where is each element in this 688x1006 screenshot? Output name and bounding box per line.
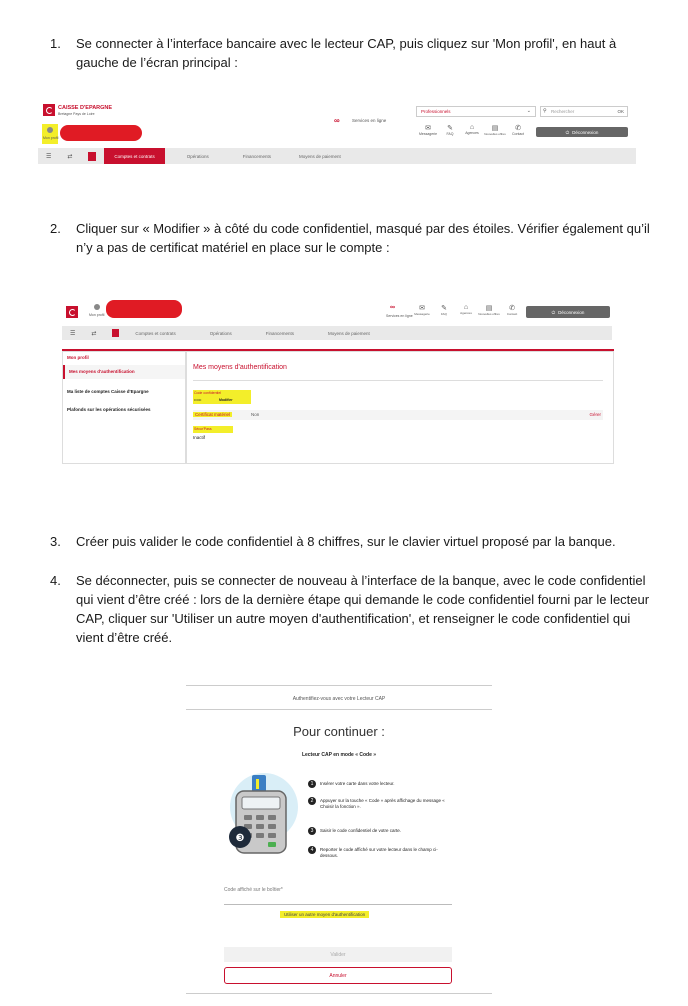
step-number: 2.: [50, 221, 61, 236]
step-text: Se connecter à l’interface bancaire avec le lecteur CAP, puis cliquez sur 'Mon profil', en haut à gauche de l’écran principal :: [76, 36, 617, 70]
nav-operations[interactable]: Opérations: [186, 153, 209, 159]
step-text: Se déconnecter, puis se connecter de nouveau à l’interface de la banque, avec le code confidentiel qui vient d’être créé : lors de la dernière étape qui demande le code confidentiel fourni par le lecteur CAP, cliquer sur 'Utiliser un autre moyen d'authentification', et renseigner le code confidentiel qui vient d’être créé.: [76, 573, 650, 645]
phone-value: Inactif: [193, 435, 206, 440]
sidebar-item-label: Mes moyens d'authentification: [69, 369, 135, 374]
code-field-label: Code affiché sur le boîtier*: [224, 887, 283, 893]
code-label: Code confidentiel: [194, 391, 222, 395]
step-number: 3.: [50, 534, 61, 549]
divider: [186, 993, 492, 994]
step-4: [50, 571, 650, 647]
phone-icon: ✆: [509, 305, 515, 312]
icon-label: FAQ: [446, 132, 454, 136]
services-icon: ∞: [334, 116, 340, 125]
cap-mode: Lecteur CAP en mode « Code »: [301, 752, 377, 758]
redacted-name: [106, 300, 182, 318]
phone-label: Sécur'Pass: [194, 427, 212, 431]
envelope-icon: ✉: [419, 305, 425, 312]
agences-button[interactable]: [462, 124, 482, 135]
chevron-down-icon: ⌄: [526, 108, 531, 114]
step-1: [50, 34, 650, 72]
menu-icon[interactable]: ☰: [70, 330, 76, 337]
icon-label: Contact: [506, 312, 518, 316]
phone-icon: ✆: [515, 125, 521, 132]
divider: [193, 380, 603, 381]
brand-subtitle: Bretagne Pays de Loire: [58, 112, 95, 116]
divider: [186, 685, 492, 686]
user-icon: [47, 127, 53, 133]
bank-logo-icon: [66, 306, 78, 318]
instruction-1: Insérer votre carte dans votre lecteur.: [320, 781, 395, 786]
faq-button[interactable]: [440, 124, 460, 136]
icon-label: Messagerie: [418, 132, 438, 136]
bank-logo-icon: [43, 104, 55, 116]
step-number: 4.: [50, 573, 61, 588]
divider: [186, 709, 492, 710]
validate-button[interactable]: Valider: [224, 947, 452, 962]
services-icon: ∞: [390, 304, 395, 311]
cert-action[interactable]: Gérer: [589, 412, 601, 417]
profile-sidebar: [62, 351, 186, 464]
main-nav: [62, 326, 612, 340]
brand-name: CAISSE D'EPARGNE: [58, 105, 113, 111]
icon-label: Nouvelles offres: [478, 312, 500, 316]
main-nav: [38, 148, 636, 164]
modify-link[interactable]: Modifier: [219, 398, 233, 402]
profile-label[interactable]: Mon profil: [89, 313, 105, 317]
select-value: Professionnels: [421, 109, 451, 114]
nav-comptes[interactable]: Comptes et contrats: [135, 330, 176, 336]
code-input[interactable]: [224, 897, 452, 905]
messagerie-button[interactable]: [412, 304, 432, 316]
search-input[interactable]: [540, 106, 628, 117]
pin-icon: ✎: [441, 305, 447, 312]
nav-comptes[interactable]: Comptes et contrats: [104, 148, 164, 164]
offres-button[interactable]: [478, 304, 500, 316]
screenshot-banking-home: [38, 98, 638, 170]
sidebar-item-limits[interactable]: Plafonds sur les opérations sécurisées: [67, 407, 151, 412]
cert-row: [193, 410, 603, 420]
cancel-button[interactable]: Annuler: [224, 967, 452, 984]
home-icon[interactable]: [88, 152, 96, 161]
screenshot-cap-auth: [186, 683, 492, 999]
screenshot-auth-settings: [62, 296, 614, 464]
services-label[interactable]: Services en ligne: [386, 314, 413, 318]
auth-title: Pour continuer :: [293, 724, 385, 739]
nav-paiement[interactable]: Moyens de paiement: [298, 153, 341, 159]
instruction-2: Appuyer sur la touche « Code » après affichage du message « Choisir la fonction ».: [320, 798, 445, 809]
instruction-4: Reporter le code affiché sur votre lecteur dans le champ ci-dessous.: [320, 847, 438, 858]
agences-button[interactable]: [456, 304, 476, 315]
other-method-link[interactable]: Utiliser un autre moyen d'authentification: [280, 911, 369, 918]
building-icon: ⌂: [463, 304, 469, 311]
search-ok-button[interactable]: OK: [617, 109, 624, 114]
icon-label: FAQ: [440, 312, 447, 316]
sidebar-item-accounts[interactable]: Ma liste de comptes Caisse d'Epargne: [67, 389, 149, 394]
building-icon: ⌂: [469, 124, 475, 131]
home-icon[interactable]: [112, 329, 119, 337]
svg-text:❸: ❸: [235, 833, 245, 844]
nav-financements[interactable]: Financements: [242, 153, 271, 159]
search-placeholder: Rechercher: [551, 109, 575, 114]
cert-value: Non: [251, 412, 260, 417]
card-reader-icon: [228, 769, 300, 859]
icon-label: Nouvelles offres: [484, 132, 506, 136]
power-icon: ⏻: [551, 309, 556, 315]
auth-panel: [186, 351, 614, 464]
step-2: [50, 219, 650, 257]
sidebar-header: Mon profil: [67, 355, 89, 360]
panel-title: Mes moyens d'authentification: [193, 364, 287, 371]
nav-operations[interactable]: Opérations: [209, 330, 232, 336]
step-bullet-4: 4: [308, 846, 316, 854]
step-number: 1.: [50, 36, 61, 51]
profile-label: Mon profil: [43, 136, 59, 140]
logout-label: Déconnexion: [572, 129, 599, 135]
search-icon: ⚲: [543, 108, 547, 114]
sidebar-item-auth[interactable]: [63, 365, 185, 379]
logout-button[interactable]: [526, 306, 610, 318]
contact-button[interactable]: [508, 124, 528, 136]
profile-select[interactable]: [416, 106, 536, 117]
pin-icon: ✎: [447, 125, 453, 132]
nav-paiement[interactable]: Moyens de paiement: [327, 330, 370, 336]
offres-button[interactable]: [484, 124, 506, 136]
code-highlight: [193, 390, 251, 404]
auth-header: Authentifiez-vous avec votre Lecteur CAP: [292, 696, 386, 702]
contact-button[interactable]: [502, 304, 522, 316]
document-icon: ▤: [491, 125, 499, 132]
power-icon: ⏻: [565, 129, 570, 135]
step-bullet-2: 2: [308, 797, 316, 805]
nav-financements[interactable]: Financements: [265, 330, 294, 336]
icon-label: Messagerie: [414, 312, 430, 316]
step-bullet-1: 1: [308, 780, 316, 788]
redacted-name: [60, 125, 142, 141]
envelope-icon: ✉: [425, 125, 431, 132]
instruction-3: Saisir le code confidentiel de votre carte.: [320, 828, 402, 833]
cert-label: Certificat matériel: [195, 412, 231, 417]
code-value: ••••••: [194, 398, 202, 402]
phone-highlight: [193, 426, 233, 433]
faq-button[interactable]: [434, 304, 454, 316]
logout-button[interactable]: [536, 127, 628, 137]
step-3: [50, 532, 650, 551]
step-text: Créer puis valider le code confidentiel à 8 chiffres, sur le clavier virtuel proposé par la banque.: [76, 534, 616, 549]
icon-label: Contact: [511, 132, 525, 136]
services-label[interactable]: Services en ligne: [352, 118, 387, 123]
icon-label: Agences: [460, 311, 472, 315]
messagerie-button[interactable]: [418, 124, 438, 136]
user-icon: [94, 304, 100, 310]
refresh-icon[interactable]: ⇄: [67, 153, 73, 160]
profile-highlight[interactable]: [42, 124, 58, 144]
refresh-icon[interactable]: ⇄: [91, 330, 97, 337]
icon-label: Agences: [465, 131, 479, 135]
step-text: Cliquer sur « Modifier » à côté du code confidentiel, masqué par des étoiles. Vérifier également qu’il n’y a pas de certificat matériel en place sur le compte :: [76, 221, 650, 255]
logout-label: Déconnexion: [558, 309, 585, 315]
document-icon: ▤: [485, 305, 493, 312]
step-bullet-3: 3: [308, 827, 316, 835]
menu-icon[interactable]: ☰: [46, 153, 52, 160]
